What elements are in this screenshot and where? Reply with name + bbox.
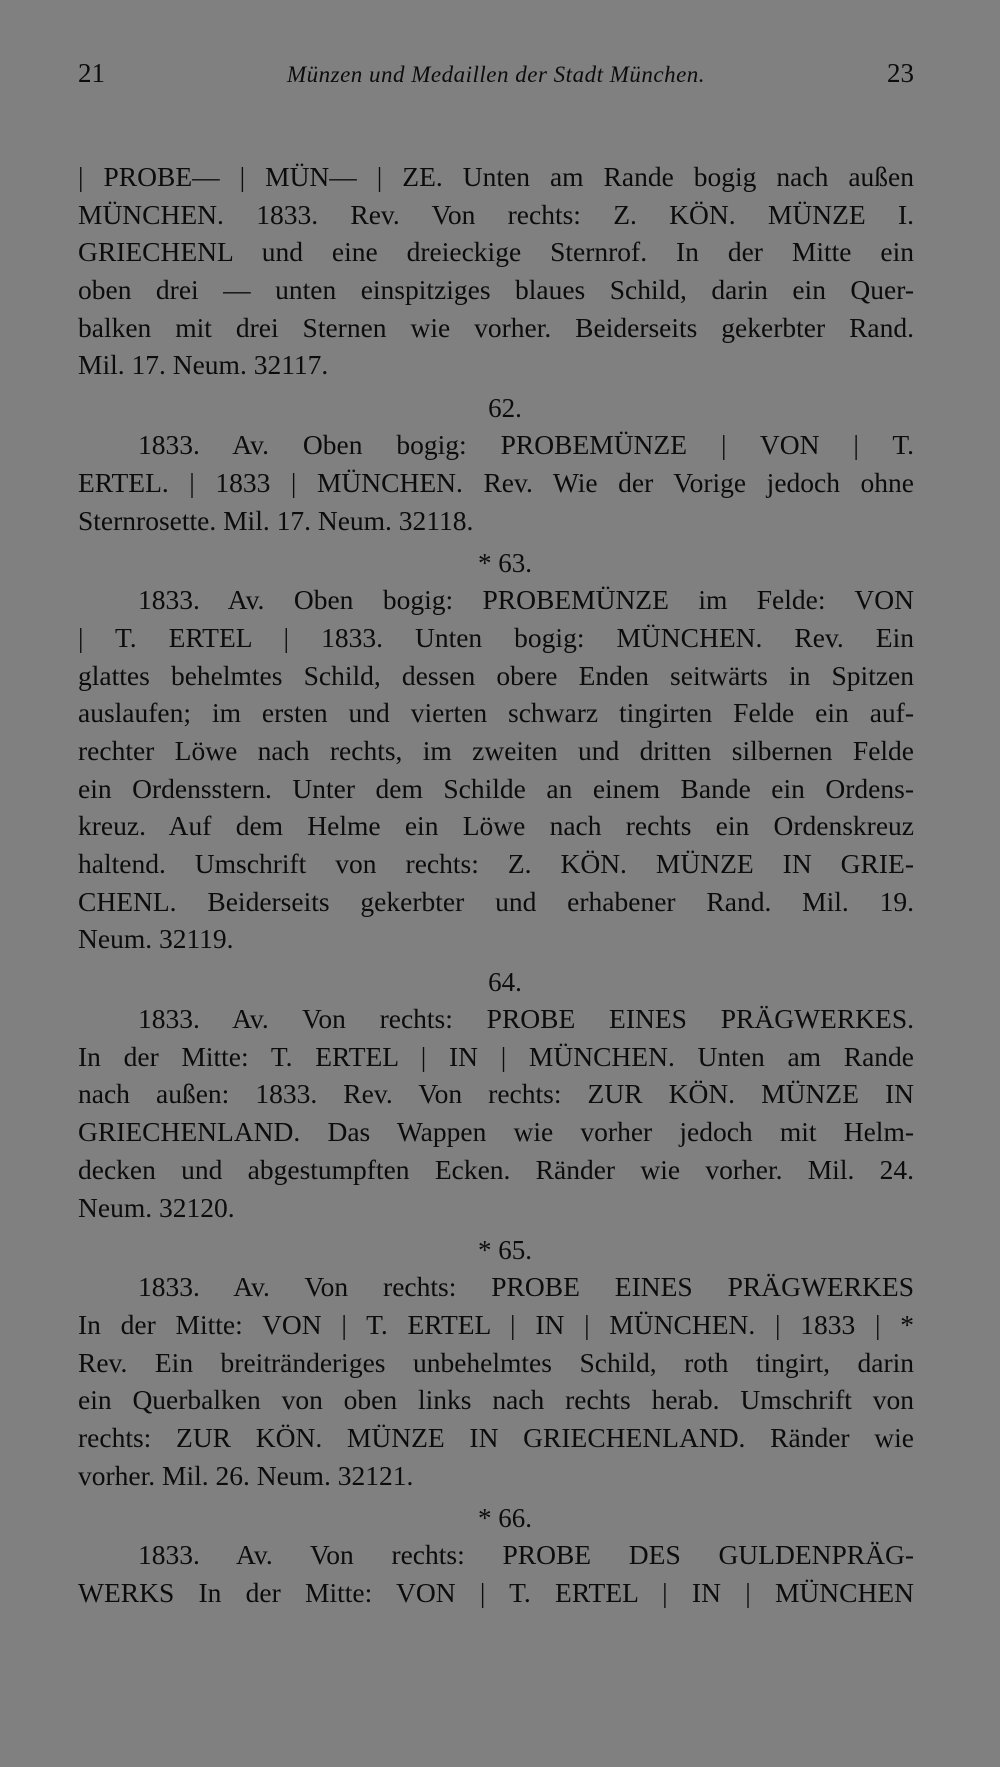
text-line: CHENL. Beiderseits gekerbter und erhabener Rand. Mil. 19.	[78, 885, 914, 917]
text-line: GRIECHENL und eine dreieckige Sternrof. In der Mitte ein	[78, 236, 914, 268]
running-title: Münzen und Medaillen der Stadt München.	[286, 62, 706, 87]
entry-number: 64.	[488, 967, 522, 998]
text-line: balken mit drei Sternen wie vorher. Beiderseits gekerbter Rand.	[78, 311, 914, 343]
text-line: In der Mitte: VON | T. ERTEL | IN | MÜNCHEN. | 1833 | *	[78, 1308, 914, 1340]
text-line: ein Ordensstern. Unter dem Schilde an einem Bande ein Ordens-	[78, 772, 914, 804]
entry-number: * 63.	[478, 548, 532, 579]
text-line: vorher. Mil. 26. Neum. 32121.	[78, 1459, 414, 1491]
text-line: 1833. Av. Oben bogig: PROBEMÜNZE im Felde: VON	[138, 584, 914, 616]
book-page	[78, 58, 914, 1718]
text-line: Rev. Ein breitränderiges unbehelmtes Schild, roth tingirt, darin	[78, 1346, 914, 1378]
text-line: 1833. Av. Von rechts: PROBE DES GULDENPRÄG-	[138, 1539, 914, 1571]
text-line: | T. ERTEL | 1833. Unten bogig: MÜNCHEN. Rev. Ein	[78, 621, 914, 653]
text-line: oben drei — unten einspitziges blaues Schild, darin ein Quer-	[78, 274, 914, 306]
catalog-entry	[78, 158, 914, 384]
catalog-entry	[78, 390, 914, 539]
text-line: rechts: ZUR KÖN. MÜNZE IN GRIECHENLAND. Ränder wie	[78, 1421, 914, 1453]
page-number-right: 23	[887, 58, 914, 88]
entry-number: * 66.	[478, 1503, 532, 1534]
text-line: haltend. Umschrift von rechts: Z. KÖN. MÜNZE IN GRIE-	[78, 848, 914, 879]
text-line: kreuz. Auf dem Helme ein Löwe nach rechts ein Ordenskreuz	[78, 810, 914, 842]
entry-list	[78, 158, 914, 1612]
text-line: 1833. Av. Von rechts: PROBE EINES PRÄGWERKES	[138, 1271, 914, 1303]
catalog-entry	[78, 1500, 914, 1611]
text-line: GRIECHENLAND. Das Wappen wie vorher jedoch mit Helm-	[78, 1116, 914, 1148]
catalog-entry	[78, 964, 914, 1226]
text-line: Neum. 32120.	[78, 1191, 235, 1223]
entry-number: * 65.	[478, 1235, 532, 1266]
text-line: Mil. 17. Neum. 32117.	[78, 349, 329, 381]
text-line: MÜNCHEN. 1833. Rev. Von rechts: Z. KÖN. MÜNZE I.	[78, 198, 914, 230]
text-line: decken und abgestumpften Ecken. Ränder wie vorher. Mil. 24.	[78, 1153, 914, 1185]
catalog-entry	[78, 545, 914, 958]
text-line: WERKS In der Mitte: VON | T. ERTEL | IN | MÜNCHEN	[78, 1577, 914, 1608]
entry-number: 62.	[488, 393, 522, 424]
text-line: nach außen: 1833. Rev. Von rechts: ZUR KÖN. MÜNZE IN	[78, 1078, 914, 1110]
text-line: ERTEL. | 1833 | MÜNCHEN. Rev. Wie der Vorige jedoch ohne	[78, 466, 914, 498]
text-line: Sternrosette. Mil. 17. Neum. 32118.	[78, 504, 474, 536]
text-line: | PROBE— | MÜN— | ZE. Unten am Rande bogig nach außen	[78, 161, 914, 192]
text-line: In der Mitte: T. ERTEL | IN | MÜNCHEN. Unten am Rande	[78, 1040, 914, 1072]
text-line: Neum. 32119.	[78, 923, 234, 955]
text-line: 1833. Av. Oben bogig: PROBEMÜNZE | VON | T.	[138, 429, 914, 461]
text-line: rechter Löwe nach rechts, im zweiten und dritten silbernen Felde	[78, 734, 914, 766]
text-line: ein Querbalken von oben links nach rechts herab. Umschrift von	[78, 1384, 914, 1416]
text-line: glattes behelmtes Schild, dessen obere Enden seitwärts in Spitzen	[78, 659, 914, 691]
text-line: auslaufen; im ersten und vierten schwarz tingirten Felde ein auf-	[78, 697, 914, 729]
text-line: 1833. Av. Von rechts: PROBE EINES PRÄGWERKES.	[138, 1003, 914, 1035]
page-header	[78, 58, 914, 106]
catalog-entry	[78, 1232, 914, 1494]
page-number-left: 21	[78, 58, 105, 88]
